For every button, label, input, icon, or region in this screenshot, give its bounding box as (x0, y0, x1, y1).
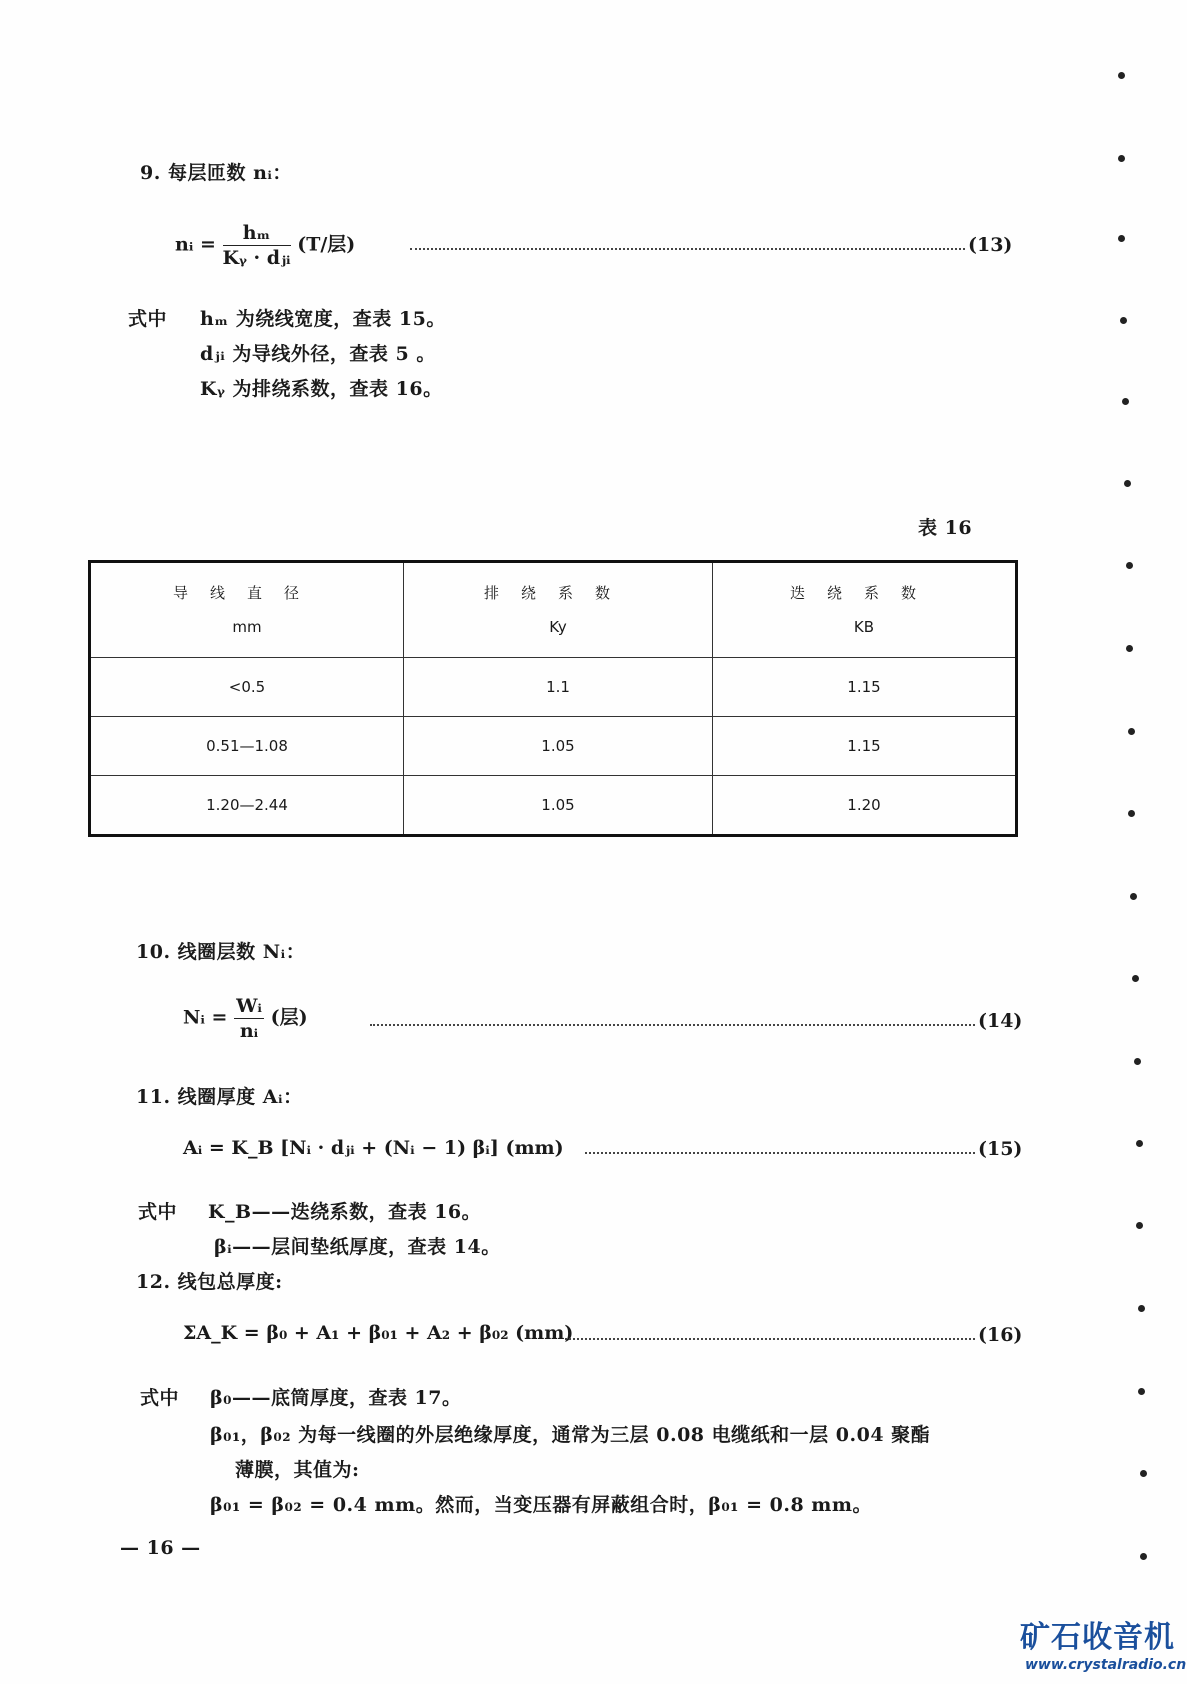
binding-hole-mark (1128, 810, 1135, 817)
table-cell: 1.1 (404, 658, 713, 717)
eq16-number: (16) (978, 1324, 1023, 1346)
page-number: — 16 — (120, 1537, 201, 1559)
eq14-number: (14) (978, 1010, 1023, 1032)
where-label: 式中 (140, 1387, 180, 1409)
eq14-unit: (层) (270, 1006, 308, 1029)
header-diameter-unit: mm (232, 618, 262, 636)
eq14-fraction (234, 995, 264, 1042)
binding-hole-mark (1136, 1222, 1143, 1229)
binding-hole-mark (1118, 72, 1125, 79)
table-cell: 1.15 (713, 658, 1017, 717)
eq13-lhs: nᵢ = (175, 233, 216, 256)
binding-hole-mark (1140, 1553, 1147, 1560)
table-cell: 1.05 (404, 776, 713, 836)
equation-13 (175, 222, 355, 269)
equation-16: ΣA_K = β₀ + A₁ + β₀₁ + A₂ + β₀₂ (mm) (183, 1322, 574, 1344)
def-kb: K_B——迭绕系数，查表 16。 (208, 1201, 482, 1223)
def-dji: dⱼᵢ 为导线外径，查表 5 。 (200, 343, 436, 365)
binding-hole-mark (1122, 398, 1129, 405)
table-cell: 1.20—2.44 (90, 776, 404, 836)
leader-dots (585, 1152, 975, 1154)
where-label: 式中 (128, 308, 168, 330)
binding-hole-mark (1118, 235, 1125, 242)
def-beta-i: βᵢ——层间垫纸厚度，查表 14。 (214, 1236, 501, 1258)
eq14-denominator: nᵢ (239, 1020, 259, 1042)
def-hm: hₘ 为绕线宽度，查表 15。 (200, 308, 446, 330)
table-cell: <0.5 (90, 658, 404, 717)
where-label: 式中 (138, 1201, 178, 1223)
binding-hole-mark (1138, 1388, 1145, 1395)
def-beta-01-02-cont: 薄膜，其值为: (235, 1459, 360, 1481)
equation-14 (183, 995, 308, 1042)
section-11-heading: 11. 线圈厚度 Aᵢ： (136, 1086, 303, 1108)
def-beta-01-02: β₀₁，β₀₂ 为每一线圈的外层绝缘厚度，通常为三层 0.08 电缆纸和一层 0.04 聚酯 (210, 1424, 931, 1446)
leader-dots (370, 1024, 975, 1026)
binding-hole-mark (1140, 1470, 1147, 1477)
eq13-fraction (223, 222, 291, 269)
table-cell: 0.51—1.08 (90, 717, 404, 776)
binding-hole-mark (1126, 645, 1133, 652)
binding-hole-mark (1126, 562, 1133, 569)
binding-hole-mark (1130, 893, 1137, 900)
eq13-number: (13) (968, 234, 1013, 256)
eq15-number: (15) (978, 1138, 1023, 1160)
header-kb (713, 562, 1017, 658)
watermark-url: www.crystalradio.cn (1025, 1657, 1187, 1673)
table-caption: 表 16 (918, 517, 973, 539)
table-row (90, 658, 1017, 717)
def-ky: Kᵧ 为排绕系数，查表 16。 (200, 378, 443, 400)
binding-hole-mark (1128, 728, 1135, 735)
leader-dots (410, 248, 965, 250)
def-beta-values: β₀₁ = β₀₂ = 0.4 mm。然而，当变压器有屏蔽组合时，β₀₁ = 0.8 mm。 (210, 1494, 872, 1516)
table-row (90, 717, 1017, 776)
header-kb-label: 迭绕系数 (789, 584, 938, 602)
eq13-numerator: hₘ (223, 222, 291, 246)
header-diameter-label: 导线直径 (172, 584, 321, 602)
header-ky-symbol: Ky (549, 618, 567, 636)
table-cell: 1.20 (713, 776, 1017, 836)
binding-hole-mark (1124, 480, 1131, 487)
section-9-heading: 9. 每层匝数 nᵢ： (140, 162, 292, 184)
eq14-numerator: Wᵢ (236, 995, 262, 1017)
binding-hole-mark (1136, 1140, 1143, 1147)
header-kb-symbol: KB (853, 618, 875, 636)
equation-15: Aᵢ = K_B [Nᵢ · dⱼᵢ + (Nᵢ − 1) βᵢ] (mm) (183, 1137, 564, 1159)
header-ky-label: 排绕系数 (483, 584, 632, 602)
eq14-lhs: Nᵢ = (183, 1006, 228, 1029)
table-cell: 1.15 (713, 717, 1017, 776)
header-diameter (90, 562, 404, 658)
binding-hole-mark (1120, 317, 1127, 324)
leader-dots (565, 1338, 975, 1340)
section-10-heading: 10. 线圈层数 Nᵢ： (136, 941, 306, 963)
binding-hole-mark (1132, 975, 1139, 982)
table-cell: 1.05 (404, 717, 713, 776)
watermark-logo: 矿石收音机 (1020, 1620, 1175, 1655)
binding-hole-mark (1134, 1058, 1141, 1065)
def-beta-0: β₀——底筒厚度，查表 17。 (210, 1387, 462, 1409)
table-header-row (90, 562, 1017, 658)
table-16 (88, 560, 1018, 837)
table-row (90, 776, 1017, 836)
binding-hole-mark (1118, 155, 1125, 162)
eq13-unit: (T/层) (297, 233, 356, 256)
binding-hole-mark (1138, 1305, 1145, 1312)
section-12-heading: 12. 线包总厚度: (136, 1271, 283, 1293)
eq13-denominator: Kᵧ · dⱼᵢ (222, 247, 291, 269)
header-ky (404, 562, 713, 658)
